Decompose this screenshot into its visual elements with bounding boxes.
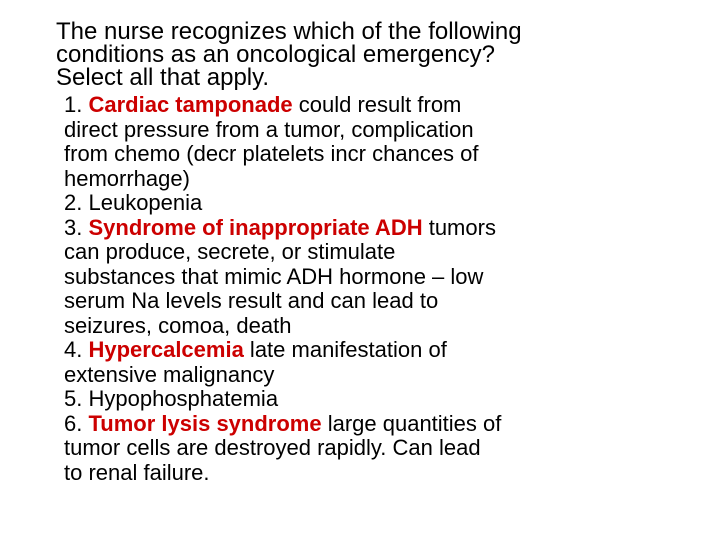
answer-continuation: hemorrhage) <box>64 165 190 191</box>
question-line: The nurse recognizes which of the following <box>56 18 522 45</box>
answer-first-line <box>64 410 616 437</box>
question-line: Select all that apply. <box>56 64 270 91</box>
answer-first-line <box>64 92 616 118</box>
answer-item-2 <box>64 191 616 216</box>
answer-first-line <box>64 214 616 241</box>
answer-continuation: from chemo (decr platelets incr chances of <box>64 141 479 166</box>
answer-number: 3. <box>64 214 83 240</box>
answer-list <box>56 93 616 485</box>
answer-first-line <box>64 190 616 216</box>
answer-item-3 <box>64 216 616 339</box>
answer-continuation: seizures, comoa, death <box>64 312 292 338</box>
answer-continuation: tumor cells are destroyed rapidly. Can lead <box>64 435 481 460</box>
answer-term: Syndrome of inappropriate ADH <box>88 214 423 240</box>
answer-continuation: direct pressure from a tumor, complication <box>64 116 474 142</box>
question-line: conditions as an oncological emergency? <box>56 41 495 68</box>
answer-continuation: substances that mimic ADH hormone – low <box>64 263 484 289</box>
answer-explanation: large quantities of <box>321 410 502 436</box>
question-text <box>56 20 616 89</box>
answer-item-1 <box>64 93 616 191</box>
answer-explanation: could result from <box>292 92 462 117</box>
answer-number: 6. <box>64 410 83 436</box>
answer-term: Tumor lysis syndrome <box>88 410 322 436</box>
slide <box>56 20 616 485</box>
answer-number: 5. <box>64 386 83 411</box>
answer-explanation: late manifestation of <box>243 337 447 362</box>
answer-term: Cardiac tamponade <box>88 92 293 117</box>
answer-first-line <box>64 337 616 363</box>
answer-text: Hypophosphatemia <box>88 386 279 411</box>
answer-first-line <box>64 386 616 412</box>
answer-continuation: can produce, secrete, or stimulate <box>64 239 396 264</box>
answer-item-5 <box>64 387 616 412</box>
answer-text: Leukopenia <box>88 190 203 215</box>
answer-number: 2. <box>64 190 83 215</box>
answer-explanation: tumors <box>422 214 496 240</box>
answer-item-6 <box>64 412 616 486</box>
answer-continuation: serum Na levels result and can lead to <box>64 288 439 313</box>
answer-continuation: to renal failure. <box>64 459 210 485</box>
answer-term: Hypercalcemia <box>88 337 244 362</box>
answer-number: 1. <box>64 92 83 117</box>
answer-item-4 <box>64 338 616 387</box>
answer-continuation: extensive malignancy <box>64 361 275 387</box>
answer-number: 4. <box>64 337 83 362</box>
